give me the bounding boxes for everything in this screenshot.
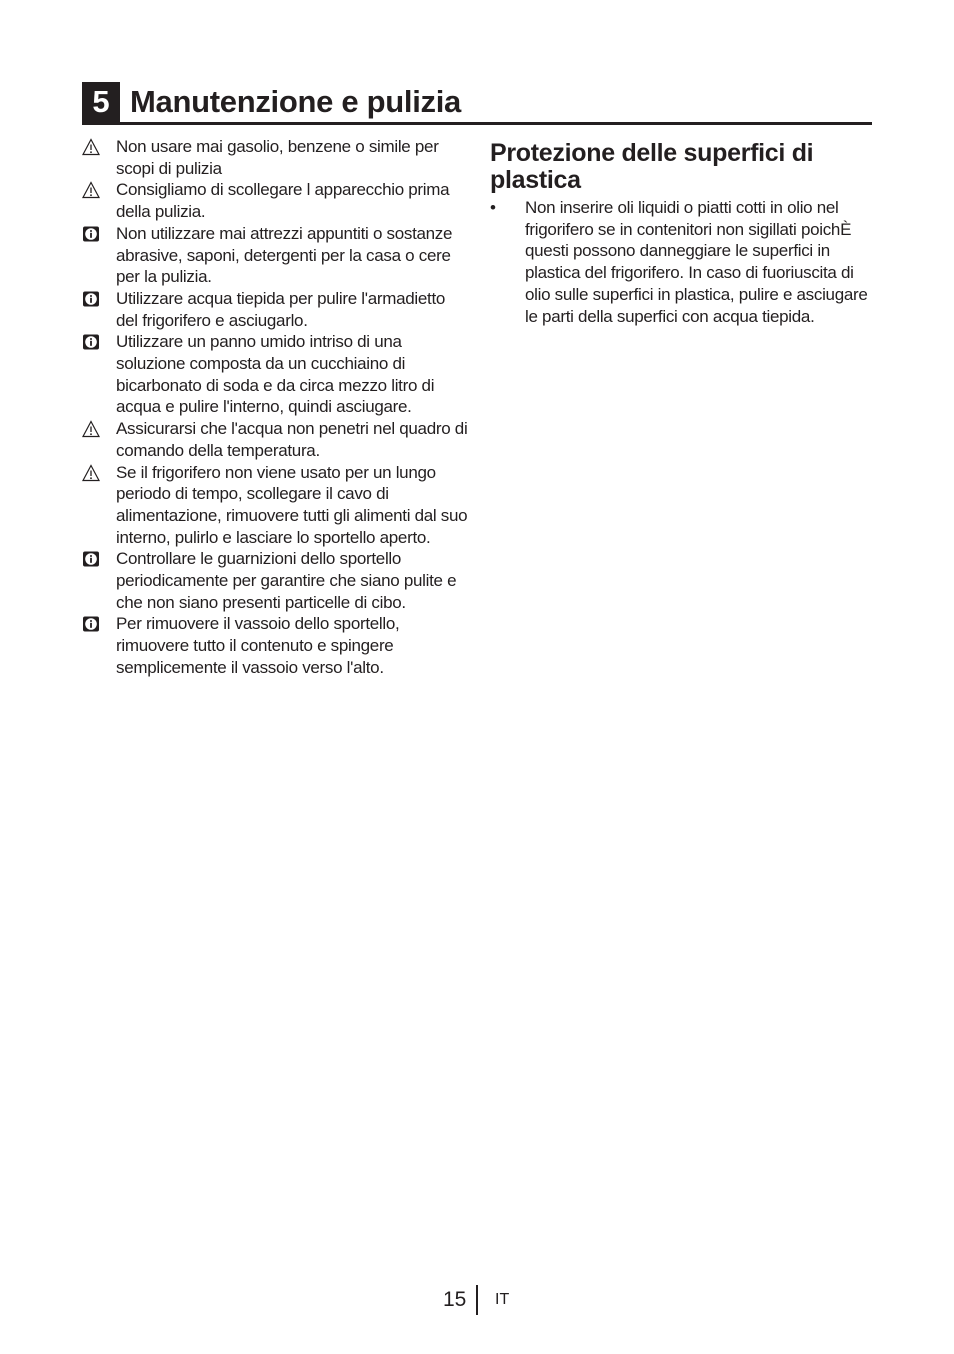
plastic-protection-section	[490, 140, 882, 327]
list-item	[82, 613, 468, 678]
item-text: Se il frigorifero non viene usato per un lungo periodo di tempo, scollegare il cavo di alimentazione, rimuovere tutti gli alimenti dal suo interno, pulirlo e lasciare lo sportello aperto.	[116, 462, 468, 547]
list-item	[490, 197, 882, 327]
item-text: Assicurarsi che l'acqua non penetri nel quadro di comando della temperatura.	[116, 419, 468, 460]
warning-icon	[82, 138, 100, 156]
list-item	[82, 418, 468, 461]
info-icon	[82, 550, 100, 568]
warning-icon	[82, 464, 100, 482]
warning-icon	[82, 420, 100, 438]
list-item	[82, 288, 468, 331]
item-text: Non inserire oli liquidi o piatti cotti in olio nel frigorifero se in contenitori non sigillati poichÈ questi possono danneggiare le superfici in plastica del frigorifero. In caso di fuoriuscita di olio sulle superfici in plastica, pulire e asciugare le parti della superfici con acqua tiepida.	[525, 198, 868, 326]
info-icon	[82, 225, 100, 243]
info-icon	[82, 615, 100, 633]
list-item	[82, 331, 468, 418]
list-item	[82, 548, 468, 613]
info-icon	[82, 333, 100, 351]
item-text: Controllare le guarnizioni dello sportello periodicamente per garantire che siano pulite e che non siano presenti particelle di cibo.	[116, 549, 457, 612]
section-title: Protezione delle superfici di plastica	[490, 139, 814, 194]
item-text: Utilizzare acqua tiepida per pulire l'armadietto del frigorifero e asciugarlo.	[116, 288, 446, 330]
chapter-number-badge: 5	[82, 82, 120, 122]
chapter-header	[82, 80, 872, 125]
bullet-mark: •	[490, 198, 496, 217]
language-code: IT	[495, 1291, 510, 1308]
list-item	[82, 462, 468, 549]
page-footer	[0, 1285, 954, 1315]
item-text: Utilizzare un panno umido intriso di una soluzione composta da un cucchiaino di bicarbonato di soda e da circa mezzo litro di acqua e pulire l'interno, quindi asciugare.	[116, 332, 435, 417]
list-item	[82, 223, 468, 288]
info-icon	[82, 290, 100, 308]
maintenance-list	[82, 136, 468, 679]
item-text: Consigliamo di scollegare l apparecchio prima della pulizia.	[116, 180, 450, 222]
item-text: Non utilizzare mai attrezzi appuntiti o sostanze abrasive, saponi, detergenti per la casa o cere per la pulizia.	[116, 223, 453, 287]
page-number: 15	[443, 1288, 467, 1311]
list-item	[82, 136, 468, 179]
footer-divider	[476, 1285, 478, 1315]
page-title: Manutenzione e pulizia	[130, 84, 461, 119]
item-text: Per rimuovere il vassoio dello sportello, rimuovere tutto il contenuto e spingere semplicemente il vassoio verso l'alto.	[116, 614, 400, 677]
warning-icon	[82, 181, 100, 199]
item-text: Non usare mai gasolio, benzene o simile per scopi di pulizia	[116, 137, 439, 178]
list-item	[82, 179, 468, 222]
